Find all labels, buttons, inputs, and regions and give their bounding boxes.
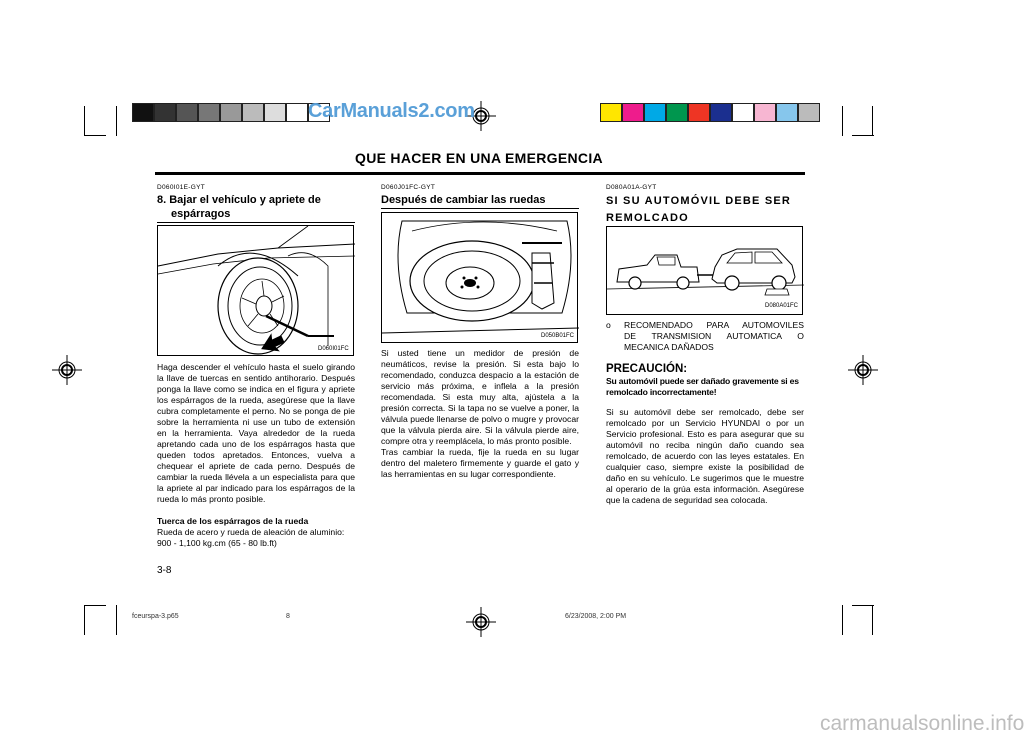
paragraph: Haga descender el vehículo hasta el suelo girando la llave de tuercas en sentido antihorario. Después ponga la llave como se indica en el figura y apriete los espárragos de la rueda, asegúrese que la llave cubra completamente el perno. No se ponga de pie sobre la herramienta ni use un tubo de extensión en la herramienta. Vaya alrededor de la rueda apretando cada uno de los espárragos hasta que queden todos apretados. Entonces, vuelva a chequear el apriete de cada perno. Después de cambiar la rueda llévela a un especialista para que la apriete al par indicado para los espárragos de la rueda lo más pronto posible. <box>157 362 355 504</box>
gray-calibration-bar <box>132 103 330 122</box>
crop-mark <box>84 135 106 136</box>
section-code: D080A01A-GYT <box>606 184 657 191</box>
bullet-item <box>606 320 804 353</box>
footer-datetime: 6/23/2008, 2:00 PM <box>565 613 627 620</box>
precaution-paragraph: Si su automóvil debe ser remolcado, debe ser remolcado por un Servicio HYUNDAI o por un Servicio profesional. Esto es para asegurar que su automóvil no reciba ningún daño cuando sea remolcado, de acuerdo con las leyes estatales. En cualquier caso, siempre existe la posibilidad de daño en su vehículo. Le sugerimos que le muestre al operario de la grúa esta información. Asegúrese que la cadena de seguridad sea colocada. <box>606 407 804 505</box>
registration-target-icon <box>848 355 878 385</box>
section-code: D060J01FC-GYT <box>381 184 436 191</box>
paragraph: Si usted tiene un medidor de presión de neumáticos, revise la presión. Si esta bajo lo recomendado, conduzca despacio a la estación de servicio más próxima, e inflela a la presión recomendada. Si esta muy alta, ajústela a la presión correcta. Si la tapa no se vuelve a poner, la válvula puede llenarse de polvo o mugre y provocar que la válvula pierda aire. Si la válvula pierde aire, compre otra y reemplácela, lo más pronto posible. <box>381 348 579 446</box>
crop-mark <box>852 605 874 606</box>
crop-mark <box>84 605 106 606</box>
wheel-tightening-illustration <box>157 225 354 356</box>
calibration-swatch <box>688 103 710 122</box>
bullet-marker: o <box>606 320 611 330</box>
sub-text: 900 - 1,100 kg.cm (65 - 80 lb.ft) <box>157 538 277 548</box>
calibration-swatch <box>176 103 198 122</box>
image-caption: D060I01FC <box>318 346 349 352</box>
sub-heading: Tuerca de los espárragos de la rueda <box>157 516 309 526</box>
section-heading: Después de cambiar las ruedas <box>381 194 546 206</box>
bullet-line: MECANICA DAÑADOS <box>624 342 714 352</box>
calibration-swatch <box>220 103 242 122</box>
heading-line: espárragos <box>171 208 231 220</box>
crop-mark <box>116 106 117 136</box>
calibration-swatch <box>644 103 666 122</box>
calibration-swatch <box>622 103 644 122</box>
calibration-swatch <box>798 103 820 122</box>
watermark: CarManuals2.com <box>308 100 475 122</box>
registration-target-icon <box>466 607 496 637</box>
footer-file: fceurspa-3.p65 <box>132 613 179 620</box>
calibration-swatch <box>198 103 220 122</box>
column-2 <box>381 184 579 209</box>
registration-target-icon <box>52 355 82 385</box>
footer-page: 8 <box>286 613 290 620</box>
page-title: QUE HACER EN UNA EMERGENCIA <box>355 150 603 166</box>
heading-rule <box>157 222 355 223</box>
bullet-line: DE TRANSMISION AUTOMATICA O <box>624 331 804 341</box>
section-code: D060I01E-GYT <box>157 184 206 191</box>
heading-line: REMOLCADO <box>606 212 689 224</box>
section-heading <box>606 193 804 227</box>
bullet-line: RECOMENDADO PARA AUTOMOVILES <box>624 320 804 330</box>
calibration-swatch <box>600 103 622 122</box>
crop-mark <box>116 605 117 635</box>
column-1 <box>157 184 355 223</box>
column-3 <box>606 184 804 227</box>
column-1-text <box>157 362 355 549</box>
image-caption: D080A01FC <box>765 303 799 309</box>
heading-line: 8. Bajar el vehículo y apriete de <box>157 194 321 206</box>
sub-text: Rueda de acero y rueda de aleación de aluminio: <box>157 527 345 537</box>
precaution-warning: Su automóvil puede ser dañado gravemente si es remolcado incorrectamente! <box>606 376 799 397</box>
paragraph: Tras cambiar la rueda, fije la rueda en su lugar dentro del maletero firmemente y guarde el gato y las herramientas en su lugar correspondiente. <box>381 447 579 479</box>
calibration-swatch <box>242 103 264 122</box>
crop-mark <box>842 106 843 136</box>
crop-mark <box>84 605 85 635</box>
spare-tire-trunk-illustration <box>381 212 578 343</box>
bottom-watermark: carmanualsonline.info <box>820 712 1024 735</box>
calibration-swatch <box>154 103 176 122</box>
calibration-swatch <box>132 103 154 122</box>
image-caption: D050B01FC <box>541 333 575 339</box>
towing-illustration <box>606 226 803 315</box>
calibration-swatch <box>286 103 308 122</box>
calibration-swatch <box>264 103 286 122</box>
calibration-swatch <box>666 103 688 122</box>
crop-mark <box>872 605 873 635</box>
calibration-swatch <box>776 103 798 122</box>
title-rule <box>155 172 805 175</box>
precaution-title: PRECAUCIÓN: <box>606 363 688 375</box>
color-calibration-bar <box>600 103 820 122</box>
calibration-swatch <box>732 103 754 122</box>
section-heading <box>157 193 355 221</box>
crop-mark <box>872 106 873 136</box>
crop-mark <box>852 135 874 136</box>
heading-line: SI SU AUTOMÓVIL DEBE SER <box>606 195 792 207</box>
calibration-swatch <box>710 103 732 122</box>
column-2-text <box>381 348 579 480</box>
heading-rule <box>381 208 579 209</box>
page-number: 3-8 <box>157 565 172 576</box>
calibration-swatch <box>754 103 776 122</box>
crop-mark <box>84 106 85 136</box>
crop-mark <box>842 605 843 635</box>
